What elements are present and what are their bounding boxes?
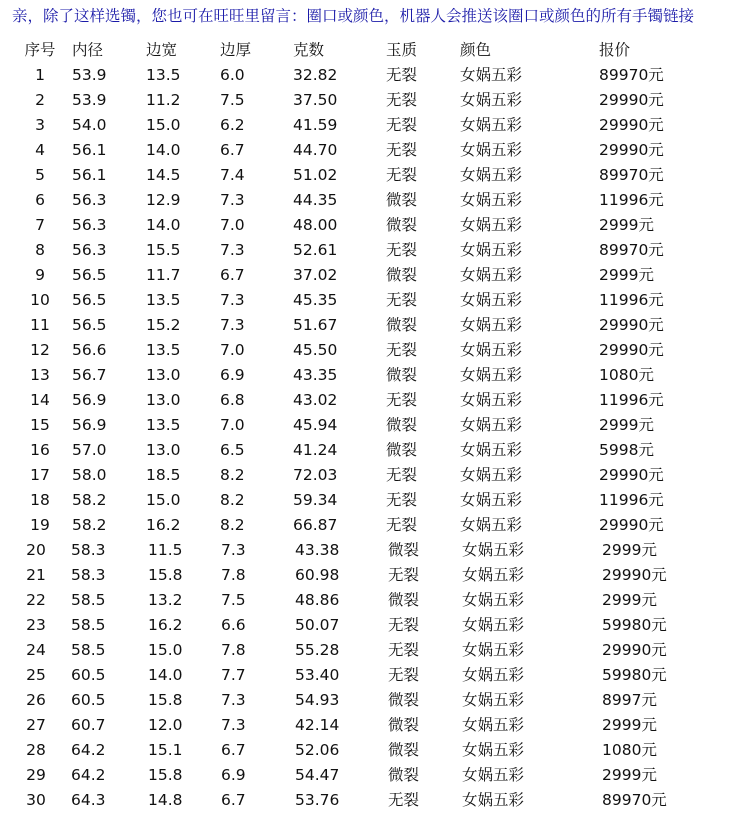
cell-weight: 53.40 xyxy=(295,666,340,684)
cell-price: 2999元 xyxy=(602,766,657,784)
cell-price: 29990元 xyxy=(602,641,667,659)
cell-jade-quality: 微裂 xyxy=(388,741,420,759)
cell-inner-diameter: 60.7 xyxy=(71,716,106,734)
cell-width: 16.2 xyxy=(148,616,183,634)
cell-weight: 37.50 xyxy=(293,91,338,109)
cell-price: 29990元 xyxy=(599,316,664,334)
cell-price: 5998元 xyxy=(599,441,654,459)
cell-color: 女娲五彩 xyxy=(462,716,525,734)
cell-thickness: 7.5 xyxy=(221,591,246,609)
cell-inner-diameter: 53.9 xyxy=(72,91,107,109)
cell-jade-quality: 微裂 xyxy=(388,591,420,609)
cell-index: 14 xyxy=(30,391,50,409)
cell-jade-quality: 无裂 xyxy=(386,391,418,409)
cell-color: 女娲五彩 xyxy=(460,366,523,384)
cell-weight: 45.94 xyxy=(293,416,338,434)
cell-price: 11996元 xyxy=(599,391,664,409)
cell-weight: 72.03 xyxy=(293,466,338,484)
table-row xyxy=(0,363,751,388)
table-row xyxy=(0,688,751,713)
cell-price: 59980元 xyxy=(602,666,667,684)
cell-jade-quality: 微裂 xyxy=(386,191,418,209)
cell-thickness: 7.4 xyxy=(220,166,245,184)
cell-color: 女娲五彩 xyxy=(460,241,523,259)
cell-index: 28 xyxy=(26,741,46,759)
cell-index: 12 xyxy=(30,341,50,359)
cell-weight: 37.02 xyxy=(293,266,338,284)
cell-width: 13.2 xyxy=(148,591,183,609)
cell-index: 19 xyxy=(30,516,50,534)
cell-index: 17 xyxy=(30,466,50,484)
header-index: 序号 xyxy=(24,41,56,59)
table-row xyxy=(0,588,751,613)
cell-inner-diameter: 60.5 xyxy=(71,691,106,709)
cell-inner-diameter: 58.5 xyxy=(71,591,106,609)
header-weight: 克数 xyxy=(293,41,325,59)
cell-color: 女娲五彩 xyxy=(460,516,523,534)
table-row xyxy=(0,763,751,788)
cell-price: 29990元 xyxy=(599,91,664,109)
cell-color: 女娲五彩 xyxy=(460,66,523,84)
cell-color: 女娲五彩 xyxy=(460,216,523,234)
cell-index: 4 xyxy=(35,141,45,159)
cell-index: 20 xyxy=(26,541,46,559)
cell-thickness: 7.3 xyxy=(221,691,246,709)
cell-index: 29 xyxy=(26,766,46,784)
cell-width: 14.5 xyxy=(146,166,181,184)
cell-price: 89970元 xyxy=(599,166,664,184)
cell-inner-diameter: 56.9 xyxy=(72,416,107,434)
cell-inner-diameter: 57.0 xyxy=(72,441,107,459)
table-row xyxy=(0,563,751,588)
cell-price: 2999元 xyxy=(599,416,654,434)
cell-inner-diameter: 56.5 xyxy=(72,291,107,309)
cell-width: 15.8 xyxy=(148,566,183,584)
cell-inner-diameter: 58.3 xyxy=(71,566,106,584)
cell-color: 女娲五彩 xyxy=(462,541,525,559)
cell-weight: 43.02 xyxy=(293,391,338,409)
cell-inner-diameter: 53.9 xyxy=(72,66,107,84)
cell-price: 1080元 xyxy=(599,366,654,384)
table-row xyxy=(0,388,751,413)
cell-inner-diameter: 56.9 xyxy=(72,391,107,409)
cell-width: 14.0 xyxy=(146,141,181,159)
cell-weight: 44.35 xyxy=(293,191,338,209)
cell-index: 7 xyxy=(35,216,45,234)
cell-price: 2999元 xyxy=(602,541,657,559)
cell-inner-diameter: 56.1 xyxy=(72,166,107,184)
cell-jade-quality: 无裂 xyxy=(386,341,418,359)
cell-inner-diameter: 64.2 xyxy=(71,766,106,784)
cell-inner-diameter: 56.7 xyxy=(72,366,107,384)
cell-jade-quality: 无裂 xyxy=(386,91,418,109)
cell-inner-diameter: 64.2 xyxy=(71,741,106,759)
cell-thickness: 8.2 xyxy=(220,466,245,484)
cell-index: 21 xyxy=(26,566,46,584)
cell-inner-diameter: 56.5 xyxy=(72,316,107,334)
cell-color: 女娲五彩 xyxy=(460,91,523,109)
table-row xyxy=(0,513,751,538)
cell-index: 9 xyxy=(35,266,45,284)
cell-index: 2 xyxy=(35,91,45,109)
cell-weight: 32.82 xyxy=(293,66,338,84)
table-row xyxy=(0,713,751,738)
cell-thickness: 7.0 xyxy=(220,216,245,234)
table-row xyxy=(0,313,751,338)
cell-weight: 43.38 xyxy=(295,541,340,559)
cell-inner-diameter: 58.3 xyxy=(71,541,106,559)
cell-index: 1 xyxy=(35,66,45,84)
cell-index: 25 xyxy=(26,666,46,684)
cell-weight: 55.28 xyxy=(295,641,340,659)
cell-price: 11996元 xyxy=(599,491,664,509)
cell-weight: 48.00 xyxy=(293,216,338,234)
cell-jade-quality: 无裂 xyxy=(386,116,418,134)
cell-index: 10 xyxy=(30,291,50,309)
cell-weight: 41.59 xyxy=(293,116,338,134)
cell-index: 15 xyxy=(30,416,50,434)
header-price: 报价 xyxy=(599,41,631,59)
cell-thickness: 8.2 xyxy=(220,491,245,509)
cell-jade-quality: 微裂 xyxy=(386,416,418,434)
cell-width: 15.0 xyxy=(148,641,183,659)
cell-inner-diameter: 56.1 xyxy=(72,141,107,159)
table-row xyxy=(0,113,751,138)
cell-jade-quality: 无裂 xyxy=(388,616,420,634)
cell-jade-quality: 微裂 xyxy=(386,366,418,384)
cell-jade-quality: 无裂 xyxy=(386,66,418,84)
cell-index: 16 xyxy=(30,441,50,459)
cell-index: 3 xyxy=(35,116,45,134)
cell-price: 2999元 xyxy=(602,716,657,734)
cell-thickness: 7.0 xyxy=(220,341,245,359)
cell-color: 女娲五彩 xyxy=(460,191,523,209)
table-row xyxy=(0,163,751,188)
cell-jade-quality: 无裂 xyxy=(386,141,418,159)
cell-price: 29990元 xyxy=(599,516,664,534)
cell-jade-quality: 无裂 xyxy=(386,241,418,259)
cell-index: 27 xyxy=(26,716,46,734)
cell-price: 29990元 xyxy=(599,466,664,484)
cell-thickness: 6.8 xyxy=(220,391,245,409)
cell-width: 11.2 xyxy=(146,91,181,109)
cell-thickness: 7.0 xyxy=(220,416,245,434)
cell-thickness: 6.0 xyxy=(220,66,245,84)
cell-color: 女娲五彩 xyxy=(462,691,525,709)
cell-color: 女娲五彩 xyxy=(462,666,525,684)
header-inner-diameter: 内径 xyxy=(72,41,104,59)
cell-inner-diameter: 64.3 xyxy=(71,791,106,809)
header-width: 边宽 xyxy=(146,41,178,59)
cell-weight: 42.14 xyxy=(295,716,340,734)
cell-width: 15.2 xyxy=(146,316,181,334)
cell-width: 15.8 xyxy=(148,766,183,784)
cell-weight: 54.47 xyxy=(295,766,340,784)
cell-thickness: 6.6 xyxy=(221,616,246,634)
cell-width: 15.0 xyxy=(146,116,181,134)
cell-width: 13.5 xyxy=(146,341,181,359)
table-row xyxy=(0,88,751,113)
cell-color: 女娲五彩 xyxy=(460,266,523,284)
table-row xyxy=(0,438,751,463)
cell-jade-quality: 无裂 xyxy=(388,566,420,584)
cell-thickness: 7.3 xyxy=(220,191,245,209)
cell-inner-diameter: 56.5 xyxy=(72,266,107,284)
cell-thickness: 7.3 xyxy=(220,291,245,309)
cell-index: 30 xyxy=(26,791,46,809)
cell-price: 29990元 xyxy=(599,116,664,134)
cell-color: 女娲五彩 xyxy=(462,741,525,759)
table-row xyxy=(0,463,751,488)
table-row xyxy=(0,788,751,813)
cell-index: 5 xyxy=(35,166,45,184)
cell-index: 13 xyxy=(30,366,50,384)
cell-color: 女娲五彩 xyxy=(460,116,523,134)
table-row xyxy=(0,213,751,238)
cell-thickness: 6.2 xyxy=(220,116,245,134)
cell-width: 18.5 xyxy=(146,466,181,484)
table-row xyxy=(0,338,751,363)
cell-thickness: 7.3 xyxy=(221,541,246,559)
cell-index: 26 xyxy=(26,691,46,709)
cell-thickness: 7.5 xyxy=(220,91,245,109)
notice-text: 亲，除了这样选镯，您也可在旺旺里留言：圈口或颜色，机器人会推送该圈口或颜色的所有手镯链接 xyxy=(12,7,695,25)
cell-color: 女娲五彩 xyxy=(462,766,525,784)
cell-thickness: 6.5 xyxy=(220,441,245,459)
cell-inner-diameter: 58.5 xyxy=(71,616,106,634)
cell-jade-quality: 无裂 xyxy=(388,791,420,809)
cell-weight: 52.06 xyxy=(295,741,340,759)
cell-inner-diameter: 58.0 xyxy=(72,466,107,484)
cell-inner-diameter: 56.3 xyxy=(72,216,107,234)
cell-jade-quality: 微裂 xyxy=(386,216,418,234)
cell-weight: 51.67 xyxy=(293,316,338,334)
cell-thickness: 7.7 xyxy=(221,666,246,684)
cell-weight: 48.86 xyxy=(295,591,340,609)
cell-thickness: 7.8 xyxy=(221,566,246,584)
cell-jade-quality: 微裂 xyxy=(388,716,420,734)
cell-index: 18 xyxy=(30,491,50,509)
cell-jade-quality: 微裂 xyxy=(386,266,418,284)
cell-price: 11996元 xyxy=(599,191,664,209)
cell-width: 13.5 xyxy=(146,416,181,434)
cell-inner-diameter: 56.3 xyxy=(72,191,107,209)
table-row xyxy=(0,738,751,763)
table-row xyxy=(0,488,751,513)
cell-thickness: 7.3 xyxy=(220,241,245,259)
cell-weight: 41.24 xyxy=(293,441,338,459)
cell-width: 14.0 xyxy=(146,216,181,234)
cell-weight: 45.35 xyxy=(293,291,338,309)
header-color: 颜色 xyxy=(460,41,492,59)
cell-width: 14.0 xyxy=(148,666,183,684)
cell-thickness: 7.3 xyxy=(220,316,245,334)
cell-width: 15.1 xyxy=(148,741,183,759)
table-header xyxy=(0,38,751,63)
cell-width: 16.2 xyxy=(146,516,181,534)
cell-jade-quality: 无裂 xyxy=(388,666,420,684)
cell-color: 女娲五彩 xyxy=(460,291,523,309)
cell-price: 29990元 xyxy=(602,566,667,584)
table-row xyxy=(0,238,751,263)
cell-price: 59980元 xyxy=(602,616,667,634)
cell-color: 女娲五彩 xyxy=(462,616,525,634)
cell-jade-quality: 微裂 xyxy=(388,541,420,559)
cell-inner-diameter: 58.2 xyxy=(72,516,107,534)
header-jade-quality: 玉质 xyxy=(386,41,418,59)
cell-price: 11996元 xyxy=(599,291,664,309)
cell-weight: 43.35 xyxy=(293,366,338,384)
cell-jade-quality: 无裂 xyxy=(386,491,418,509)
cell-width: 13.5 xyxy=(146,66,181,84)
cell-jade-quality: 微裂 xyxy=(386,441,418,459)
cell-price: 89970元 xyxy=(599,241,664,259)
cell-inner-diameter: 56.6 xyxy=(72,341,107,359)
cell-price: 29990元 xyxy=(599,341,664,359)
cell-thickness: 6.9 xyxy=(221,766,246,784)
cell-color: 女娲五彩 xyxy=(460,391,523,409)
table-row xyxy=(0,613,751,638)
cell-price: 89970元 xyxy=(599,66,664,84)
cell-color: 女娲五彩 xyxy=(462,566,525,584)
cell-width: 15.5 xyxy=(146,241,181,259)
header-thickness: 边厚 xyxy=(220,41,252,59)
table-row xyxy=(0,288,751,313)
cell-thickness: 6.7 xyxy=(220,141,245,159)
cell-weight: 44.70 xyxy=(293,141,338,159)
cell-color: 女娲五彩 xyxy=(460,141,523,159)
table-row xyxy=(0,263,751,288)
cell-thickness: 6.7 xyxy=(221,741,246,759)
table-row xyxy=(0,413,751,438)
cell-color: 女娲五彩 xyxy=(460,441,523,459)
cell-color: 女娲五彩 xyxy=(460,466,523,484)
cell-jade-quality: 微裂 xyxy=(388,691,420,709)
cell-jade-quality: 微裂 xyxy=(386,316,418,334)
cell-jade-quality: 无裂 xyxy=(386,166,418,184)
cell-jade-quality: 微裂 xyxy=(388,766,420,784)
cell-inner-diameter: 58.5 xyxy=(71,641,106,659)
cell-inner-diameter: 58.2 xyxy=(72,491,107,509)
cell-index: 23 xyxy=(26,616,46,634)
table-row xyxy=(0,538,751,563)
cell-index: 24 xyxy=(26,641,46,659)
cell-price: 2999元 xyxy=(599,266,654,284)
cell-jade-quality: 无裂 xyxy=(386,516,418,534)
cell-width: 12.0 xyxy=(148,716,183,734)
cell-index: 11 xyxy=(30,316,50,334)
cell-color: 女娲五彩 xyxy=(460,416,523,434)
cell-width: 15.8 xyxy=(148,691,183,709)
cell-price: 2999元 xyxy=(599,216,654,234)
cell-price: 8997元 xyxy=(602,691,657,709)
cell-width: 11.7 xyxy=(146,266,181,284)
cell-price: 2999元 xyxy=(602,591,657,609)
table-row xyxy=(0,638,751,663)
cell-inner-diameter: 56.3 xyxy=(72,241,107,259)
cell-color: 女娲五彩 xyxy=(460,341,523,359)
cell-weight: 52.61 xyxy=(293,241,338,259)
cell-price: 29990元 xyxy=(599,141,664,159)
cell-weight: 50.07 xyxy=(295,616,340,634)
cell-width: 12.9 xyxy=(146,191,181,209)
cell-color: 女娲五彩 xyxy=(462,641,525,659)
cell-index: 8 xyxy=(35,241,45,259)
cell-thickness: 6.7 xyxy=(220,266,245,284)
cell-width: 14.8 xyxy=(148,791,183,809)
cell-thickness: 7.3 xyxy=(221,716,246,734)
cell-width: 13.0 xyxy=(146,366,181,384)
cell-width: 13.0 xyxy=(146,441,181,459)
cell-jade-quality: 无裂 xyxy=(386,466,418,484)
cell-width: 15.0 xyxy=(146,491,181,509)
cell-index: 22 xyxy=(26,591,46,609)
cell-price: 1080元 xyxy=(602,741,657,759)
cell-weight: 60.98 xyxy=(295,566,340,584)
cell-color: 女娲五彩 xyxy=(462,591,525,609)
cell-jade-quality: 无裂 xyxy=(388,641,420,659)
cell-weight: 66.87 xyxy=(293,516,338,534)
cell-weight: 51.02 xyxy=(293,166,338,184)
cell-jade-quality: 无裂 xyxy=(386,291,418,309)
cell-inner-diameter: 54.0 xyxy=(72,116,107,134)
cell-price: 89970元 xyxy=(602,791,667,809)
cell-width: 11.5 xyxy=(148,541,183,559)
cell-index: 6 xyxy=(35,191,45,209)
cell-weight: 59.34 xyxy=(293,491,338,509)
cell-weight: 53.76 xyxy=(295,791,340,809)
cell-thickness: 8.2 xyxy=(220,516,245,534)
cell-inner-diameter: 60.5 xyxy=(71,666,106,684)
cell-color: 女娲五彩 xyxy=(460,316,523,334)
table-row xyxy=(0,138,751,163)
cell-color: 女娲五彩 xyxy=(460,491,523,509)
cell-color: 女娲五彩 xyxy=(462,791,525,809)
cell-thickness: 6.9 xyxy=(220,366,245,384)
cell-thickness: 7.8 xyxy=(221,641,246,659)
cell-width: 13.0 xyxy=(146,391,181,409)
table-row xyxy=(0,188,751,213)
cell-thickness: 6.7 xyxy=(221,791,246,809)
cell-width: 13.5 xyxy=(146,291,181,309)
table-row xyxy=(0,663,751,688)
cell-weight: 54.93 xyxy=(295,691,340,709)
cell-weight: 45.50 xyxy=(293,341,338,359)
cell-color: 女娲五彩 xyxy=(460,166,523,184)
table-row xyxy=(0,63,751,88)
